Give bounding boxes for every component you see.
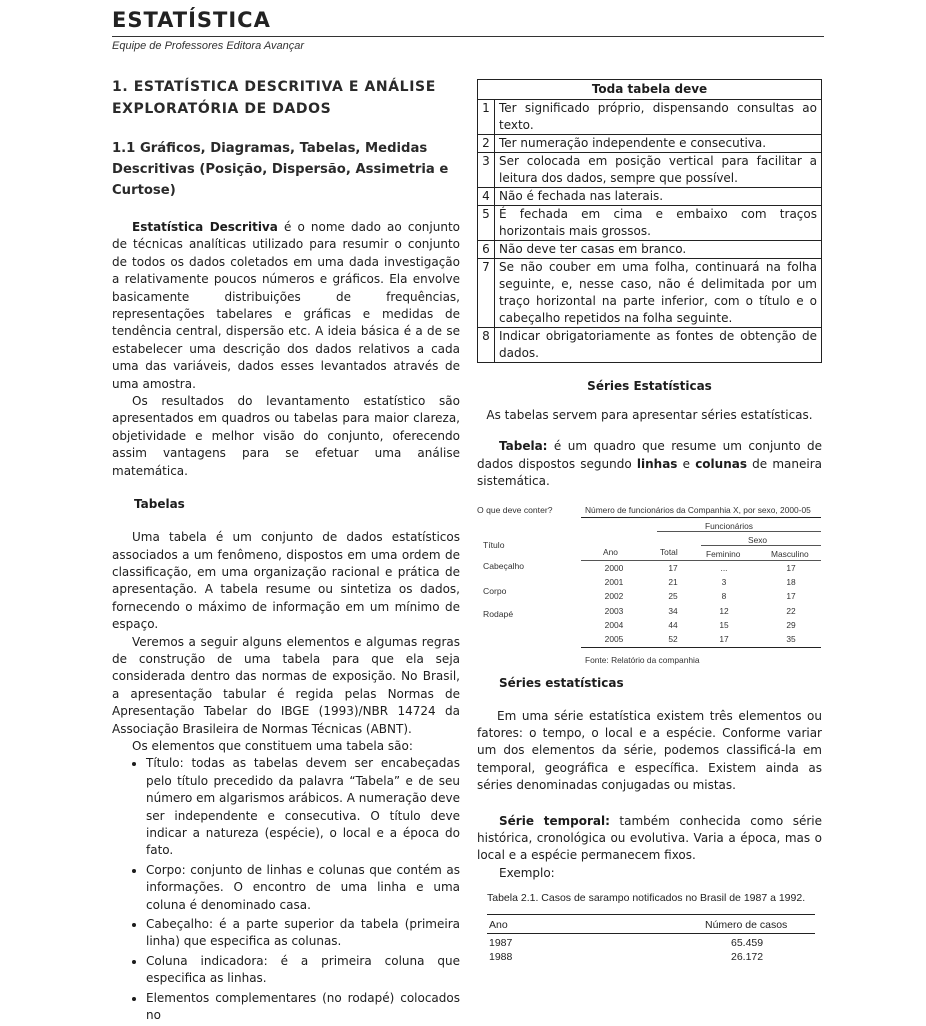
subsection-title: 1.1 Gráficos, Diagramas, Tabelas, Medidas Descritivas (Posição, Dispersão, Assimetria e Curtose) (112, 141, 449, 198)
list-item: • Coluna indicadora: é a primeira coluna que especifica as linhas. (146, 953, 460, 988)
example-cell: 2000 (604, 562, 624, 573)
example-cell: 18 (786, 576, 796, 587)
example-col-fem: Feminino (706, 548, 741, 559)
example-bottom-rule (581, 647, 821, 648)
list-item: • Cabeçalho: é a parte superior da tabela (primeira linha) que especifica as colunas. (146, 916, 460, 951)
example-cell: 25 (668, 590, 678, 601)
paragraph-descritiva (112, 219, 460, 393)
paragraph-elementos: Os elementos que constituem uma tabela são: (132, 738, 413, 753)
header-rule (112, 36, 824, 37)
term-linhas: linhas (636, 456, 678, 471)
example-question: O que deve conter? (477, 504, 553, 515)
example-label-cabecalho: Cabeçalho (483, 560, 525, 571)
example-cell: 2002 (604, 590, 624, 601)
example-cell: 2003 (604, 605, 624, 616)
example-cell: 17 (786, 562, 796, 573)
table-row (478, 188, 822, 206)
tabela-text-1: é um quadro que resume um conjunto de dados dispostos segundo (477, 439, 822, 471)
rule-number: 5 (478, 206, 495, 241)
table21-col-ano: Ano (489, 919, 508, 932)
rule-text: É fechada em cima e embaixo com traços horizontais mais grossos. (495, 206, 822, 241)
example-cell: 3 (721, 576, 727, 587)
term-serie-temporal: Série temporal: (499, 813, 610, 828)
example-cell: 21 (668, 576, 678, 587)
example-col-total: Total (660, 546, 678, 557)
example-caption: Número de funcionários da Companhia X, por sexo, 2000-05 (585, 504, 811, 515)
section-title-line-2: EXPLORATÓRIA DE DADOS (112, 101, 332, 117)
rule-number: 7 (478, 259, 495, 328)
table21-header-rule (487, 933, 815, 934)
term-colunas: colunas (695, 456, 747, 471)
rule-number: 3 (478, 153, 495, 188)
rule-text: Indicar obrigatoriamente as fontes de obtenção de dados. (495, 328, 822, 363)
table-row: 65.459 (731, 937, 764, 950)
example-cell: 22 (786, 605, 796, 616)
example-source: Fonte: Relatório da companhia (585, 654, 700, 665)
paragraph-regras: Veremos a seguir alguns elementos e algumas regras de construção de uma tabela para que ela seja considerada dentro das normas de exposição. No Brasil, a apresentação tabular é regida pelas Normas de Apresentação Tabelar do IBGE (1993)/NBR 14724 da Associação Brasileira de Normas Técnicas (ABNT). (112, 634, 460, 736)
term-estatistica-descritiva: Estatística Descritiva (132, 220, 278, 234)
example-cell: 17 (719, 633, 729, 644)
table-row: 26.172 (731, 951, 764, 964)
table-row: 1988 (489, 951, 513, 964)
example-cell: 2005 (604, 633, 624, 644)
example-cell: 52 (668, 633, 678, 644)
example-col-ano: Ano (603, 546, 618, 557)
example-rule (581, 560, 821, 561)
rule-number: 1 (478, 100, 495, 135)
tabela-text-2: de maneira sistemática. (477, 456, 823, 489)
example-col-masc: Masculino (771, 548, 809, 559)
elements-list (112, 755, 460, 1024)
table-row: 1987 (489, 937, 513, 950)
table-row (478, 259, 822, 328)
example-cell: 17 (786, 590, 796, 601)
rule-text: Ser colocada em posição vertical para facilitar a leitura dos dados, sempre que possível. (495, 153, 822, 188)
paragraph-temporal (477, 813, 822, 865)
example-label-rodape: Rodapé (483, 608, 514, 619)
page-title: ESTATÍSTICA (112, 8, 271, 32)
list-item: • Título: todas as tabelas devem ser encabeçadas pelo título precedido da palavra “Tabela” e de seu número em algarismos arábicos. A numeração deve ser independente e consecutiva. O título deve indicar a natureza (espécie), o local e a época do fato. (146, 755, 460, 859)
rule-number: 8 (478, 328, 495, 363)
series-heading: Séries Estatísticas (587, 379, 712, 393)
example-label-titulo: Título (483, 539, 505, 550)
paragraph-resultados: Os resultados do levantamento estatístico são apresentados em quadros ou tabelas para maior clareza, objetividade e melhor visão do conjunto, oferecendo assim vantagens para se efetuar uma análise matemática. (112, 394, 460, 478)
example-rule (701, 545, 821, 546)
rule-text: Ter significado próprio, dispensando consultas ao texto. (495, 100, 822, 135)
example-cell: 8 (721, 590, 727, 601)
table-row (478, 100, 822, 135)
example-cell: 17 (668, 562, 678, 573)
series-intro: As tabelas servem para apresentar séries estatísticas. (486, 408, 813, 422)
exemplo-label: Exemplo: (499, 865, 555, 880)
list-item: • Elementos complementares (no rodapé) colocados no (146, 990, 460, 1025)
table-row (478, 328, 822, 363)
example-cell: 35 (786, 633, 796, 644)
example-cell: 44 (668, 619, 678, 630)
example-top-rule (581, 517, 821, 518)
right-column (477, 79, 822, 975)
rule-text: Não é fechada nas laterais. (495, 188, 822, 206)
example-group-header: Funcionários (705, 520, 753, 531)
example-cell: ... (720, 562, 728, 573)
list-item: • Corpo: conjunto de linhas e colunas que contém as informações. O encontro de uma linha e uma coluna é denominado casa. (146, 862, 460, 914)
term-tabela: Tabela: (499, 439, 548, 454)
paragraph-descritiva-text: é o nome dado ao conjunto de técnicas analíticas utilizado para resumir o conjunto de todos os dados coletados em uma dada investigação a relativamente poucos números e gráficos. Ela envolve basicamente distribuições de frequências, representações tabelares e gráficas e medidas de tendência central, dispersão etc. A ideia básica é a de se estabelecer uma descrição dos dados relativos a cada uma das variáveis, dados esses levantados através de uma amostra. (112, 220, 460, 391)
table-row (478, 206, 822, 241)
table21-col-casos: Número de casos (705, 919, 788, 932)
paragraph-series: Em uma série estatística existem três elementos ou fatores: o tempo, o local e a espécie. Conforme variar um dos elementos da série, podemos classificá-la em temporal, geográfica e específica. Existem ainda as séries denominadas conjugadas ou mistas. (477, 708, 822, 793)
table21-caption: Tabela 2.1. Casos de sarampo notificados no Brasil de 1987 a 1992. (487, 892, 806, 905)
page-subtitle: Equipe de Professores Editora Avançar (112, 40, 305, 52)
paragraph-tabela-def: Uma tabela é um conjunto de dados estatísticos associados a um fenômeno, dispostos em uma ordem de classificação, em uma organização racional e prática de apresentação. A tabela resume ou sintetiza os dados, fornecendo o máximo de informação em um mínimo de espaço. (112, 530, 460, 632)
table-row (478, 241, 822, 259)
page-header (112, 8, 824, 52)
rule-number: 6 (478, 241, 495, 259)
example-cell: 15 (719, 619, 729, 630)
table21 (487, 914, 815, 975)
rule-number: 2 (478, 135, 495, 153)
example-cell: 12 (719, 605, 729, 616)
rule-number: 4 (478, 188, 495, 206)
rule-text: Se não couber em uma folha, continuará na folha seguinte, e, nesse caso, não é delimitada por um traço horizontal na parte inferior, com o título e o cabeçalho repetidos na folha seguinte. (495, 259, 822, 328)
series-sub-heading: Séries estatísticas (499, 675, 624, 690)
temporal-text: também conhecida como série histórica, cronológica ou evolutiva. Varia a época, mas o local e a espécie permanecem fixos. (477, 813, 822, 863)
left-column (112, 72, 460, 1026)
example-cell: 2004 (604, 619, 624, 630)
table-row (478, 135, 822, 153)
heading-tabelas: Tabelas (134, 497, 185, 512)
example-rule (657, 531, 821, 532)
example-cell: 29 (786, 619, 796, 630)
rules-table (477, 79, 822, 363)
rule-text: Ter numeração independente e consecutiva. (495, 135, 822, 153)
example-sexo: Sexo (748, 534, 768, 545)
example-cell: 2001 (604, 576, 624, 587)
table-row (478, 153, 822, 188)
rules-table-header: Toda tabela deve (478, 80, 822, 100)
rule-text: Não deve ter casas em branco. (495, 241, 822, 259)
tabela-definition (477, 438, 822, 490)
example-label-corpo: Corpo (483, 585, 507, 596)
example-table-figure (477, 505, 822, 673)
example-cell: 34 (668, 605, 678, 616)
tabela-and: e (677, 456, 696, 471)
section-title-line-1: 1. ESTATÍSTICA DESCRITIVA E ANÁLISE (112, 79, 436, 95)
